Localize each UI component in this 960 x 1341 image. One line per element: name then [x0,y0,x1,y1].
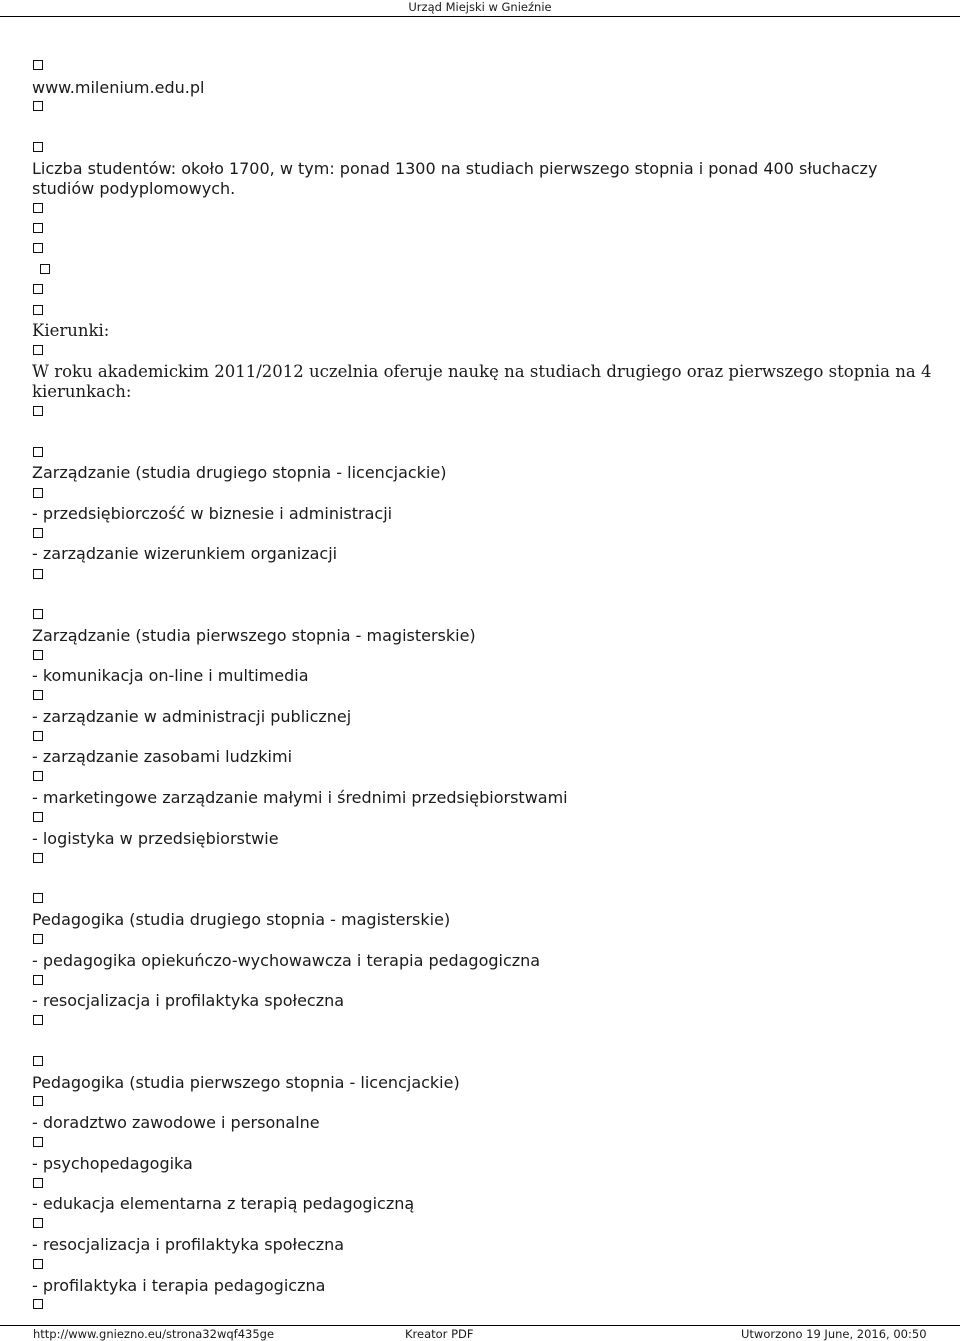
list-item: - marketingowe zarządzanie małymi i średnimi przedsiębiorstwami [32,788,568,807]
checkbox-icon [33,101,43,111]
program-heading-pedagogika-lic: Pedagogika (studia pierwszego stopnia - licencjackie) [32,1073,460,1092]
checkbox-icon [33,203,43,213]
checkbox-icon [33,1015,43,1025]
checkbox-icon [33,771,43,781]
checkbox-icon [33,1096,43,1106]
list-item: - doradztwo zawodowe i personalne [32,1113,320,1132]
program-heading-pedagogika-mag: Pedagogika (studia drugiego stopnia - magisterskie) [32,910,451,929]
header-divider [0,16,960,17]
program-heading-zarzadzanie-mag: Zarządzanie (studia pierwszego stopnia - magisterskie) [32,626,476,645]
checkbox-icon [33,650,43,660]
checkbox-icon [33,731,43,741]
checkbox-icon [33,488,43,498]
page-header: Urząd Miejski w Gnieźnie [408,0,552,14]
checkbox-icon [33,1137,43,1147]
footer-creator: Kreator PDF [405,1327,474,1341]
kierunki-heading: Kierunki: [32,321,110,340]
checkbox-icon [33,406,43,416]
checkbox-icon [33,812,43,822]
checkbox-icon [33,1178,43,1188]
checkbox-icon [33,569,43,579]
list-item: - zarządzanie zasobami ludzkimi [32,747,293,766]
checkbox-icon [33,934,43,944]
list-item: - pedagogika opiekuńczo-wychowawcza i terapia pedagogiczna [32,951,541,970]
checkbox-icon [33,528,43,538]
website-link[interactable]: www.milenium.edu.pl [32,78,205,97]
checkbox-icon [40,264,50,274]
list-item: - przedsiębiorczość w biznesie i administracji [32,504,393,523]
footer-divider [0,1325,960,1326]
checkbox-icon [33,60,43,70]
checkbox-icon [33,1259,43,1269]
checkbox-icon [33,1299,43,1309]
list-item: - zarządzanie wizerunkiem organizacji [32,544,338,563]
program-heading-zarzadzanie-lic: Zarządzanie (studia drugiego stopnia - licencjackie) [32,463,447,482]
checkbox-icon [33,305,43,315]
list-item: - edukacja elementarna z terapią pedagogiczną [32,1194,415,1213]
checkbox-icon [33,284,43,294]
list-item: - resocjalizacja i profilaktyka społeczna [32,991,345,1010]
checkbox-icon [33,690,43,700]
intro-paragraph: W roku akademickim 2011/2012 uczelnia oferuje naukę na studiach drugiego oraz pierwszego stopnia na 4 kierunkach: [32,362,932,401]
checkbox-icon [33,223,43,233]
checkbox-icon [33,1218,43,1228]
list-item: - logistyka w przedsiębiorstwie [32,829,279,848]
checkbox-icon [33,345,43,355]
checkbox-icon [33,1056,43,1066]
list-item: - komunikacja on-line i multimedia [32,666,309,685]
footer-url[interactable]: http://www.gniezno.eu/strona32wqf435ge [33,1327,275,1341]
list-item: - psychopedagogika [32,1154,193,1173]
students-paragraph: Liczba studentów: około 1700, w tym: ponad 1300 na studiach pierwszego stopnia i ponad 400 słuchaczy studiów podyplomowych. [32,159,878,198]
checkbox-icon [33,609,43,619]
checkbox-icon [33,975,43,985]
checkbox-icon [33,243,43,253]
checkbox-icon [33,893,43,903]
checkbox-icon [33,447,43,457]
checkbox-icon [33,853,43,863]
footer-created: Utworzono 19 June, 2016, 00:50 [741,1327,927,1341]
list-item: - resocjalizacja i profilaktyka społeczna [32,1235,345,1254]
checkbox-icon [33,142,43,152]
list-item: - profilaktyka i terapia pedagogiczna [32,1276,326,1295]
list-item: - zarządzanie w administracji publicznej [32,707,352,726]
